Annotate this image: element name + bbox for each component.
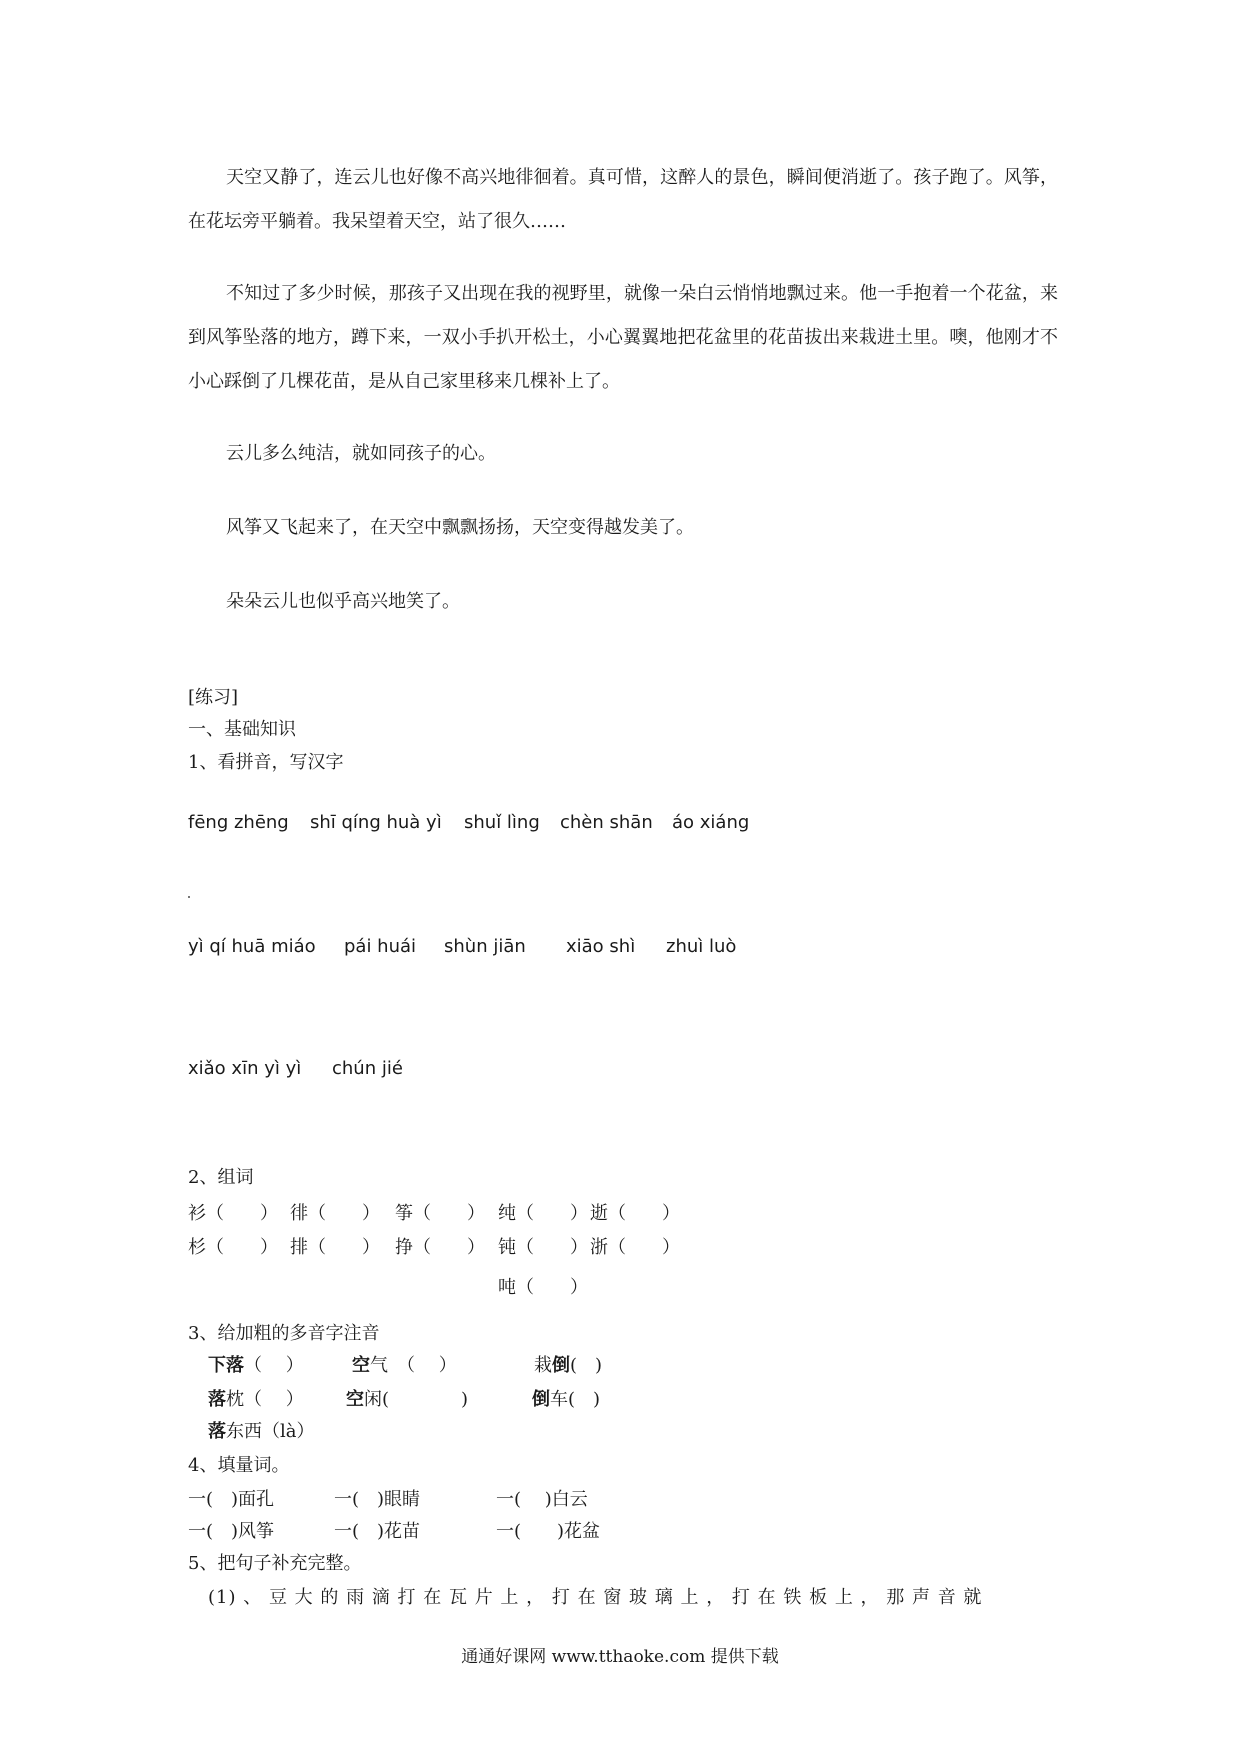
polyphone-item [534,1354,602,1378]
question-2-title: 2、组词 [188,1167,254,1188]
word-blank: 杉（ ） [188,1237,278,1258]
measure-word-blank: 一( )面孔 [188,1489,275,1510]
char: 栽 [534,1355,552,1376]
story-paragraph-4: 风筝又飞起来了，在天空中飘飘扬扬，天空变得越发美了。 [226,517,694,538]
blank: 枕（ ） [226,1389,304,1410]
polyphone-item [532,1388,600,1412]
polyphone-item [208,1388,304,1412]
measure-word-blank: 一( )白云 [496,1489,588,1510]
blank: 车( ) [550,1389,601,1410]
bold-char: 空 [352,1355,370,1376]
sentence-1: (1) 、 豆 大 的 雨 滴 打 在 瓦 片 上 ， 打 在 窗 玻 璃 上 ， 打 在 铁 板 上 ， 那 声 音 就 [208,1587,983,1608]
word-blank: 挣（ ） [395,1237,485,1258]
question-5-title: 5、把句子补充完整。 [188,1553,362,1574]
word-blank: 筝（ ） [395,1203,485,1224]
story-paragraph-5: 朵朵云儿也似乎高兴地笑了。 [226,591,460,612]
word-blank: 钝（ ） [498,1237,588,1258]
word-blank: 纯（ ） [498,1203,588,1224]
measure-word-blank: 一( )风筝 [188,1521,275,1542]
word-blank: 排（ ） [290,1237,380,1258]
word-blank: 逝（ ） [590,1203,680,1224]
story-paragraph-2: 不知过了多少时候，那孩子又出现在我的视野里，就像一朵白云悄悄地飘过来。他一手抱着一个花盆，来到风筝坠落的地方，蹲下来，一双小手扒开松土，小心翼翼地把花盆里的花苗拔出来栽进土里。噢，他刚才不小心踩倒了几棵花苗，是从自己家里移来几棵补上了。 [188,283,1058,392]
blank: ( ) [570,1355,603,1376]
measure-word-blank: 一( )花苗 [334,1521,421,1542]
pinyin-item: shuǐ lìng [464,812,540,833]
question-3-title: 3、给加粗的多音字注音 [188,1323,380,1344]
pinyin-item: chèn shān [560,812,653,833]
pinyin-item: shī qíng huà yì [310,812,442,833]
story-paragraph-1: 天空又静了，连云儿也好像不高兴地徘徊着。真可惜，这醉人的景色，瞬间便消逝了。孩子跑了。风筝，在花坛旁平躺着。我呆望着天空，站了很久…… [188,167,1058,232]
pinyin-item: xiāo shì [566,936,636,957]
pinyin-item: pái huái [344,936,417,957]
blank: 东西（là） [226,1421,315,1442]
blank: 气 （ ） [370,1355,457,1376]
word-blank: 浙（ ） [590,1237,680,1258]
bold-char: 空 [346,1389,364,1410]
measure-word-blank: 一( )眼睛 [334,1489,421,1510]
word-blank: 徘（ ） [290,1203,380,1224]
pinyin-item: shùn jiān [444,936,526,957]
pinyin-item: yì qí huā miáo [188,936,316,957]
word-blank: 衫（ ） [188,1203,278,1224]
question-4-title: 4、填量词。 [188,1455,290,1476]
blank: （ ） [244,1355,304,1376]
page-footer: 通通好课网 www.tthaoke.com 提供下载 [461,1647,779,1667]
pinyin-item: áo xiáng [672,812,750,833]
polyphone-item [208,1354,304,1378]
pinyin-item: fēng zhēng [188,812,289,833]
stray-mark [188,896,190,898]
polyphone-item [352,1354,457,1378]
section-basic-knowledge: 一、基础知识 [188,719,296,740]
story-paragraph-3: 云儿多么纯洁，就如同孩子的心。 [226,443,496,464]
blank: 闲( ) [364,1389,469,1410]
bold-char: 下落 [208,1355,244,1376]
bold-char: 落 [208,1421,226,1442]
pinyin-item: chún jié [332,1058,403,1079]
pinyin-item: xiǎo xīn yì yì [188,1058,302,1079]
word-blank: 吨（ ） [498,1277,588,1298]
pinyin-item: zhuì luò [666,936,737,957]
bold-char: 倒 [532,1389,550,1410]
bold-char: 倒 [552,1355,570,1376]
polyphone-item [346,1388,468,1412]
question-1-title: 1、看拼音，写汉字 [188,752,344,773]
bold-char: 落 [208,1389,226,1410]
polyphone-item [208,1420,315,1444]
exercise-header: [练习] [188,687,239,708]
measure-word-blank: 一( )花盆 [496,1521,601,1542]
